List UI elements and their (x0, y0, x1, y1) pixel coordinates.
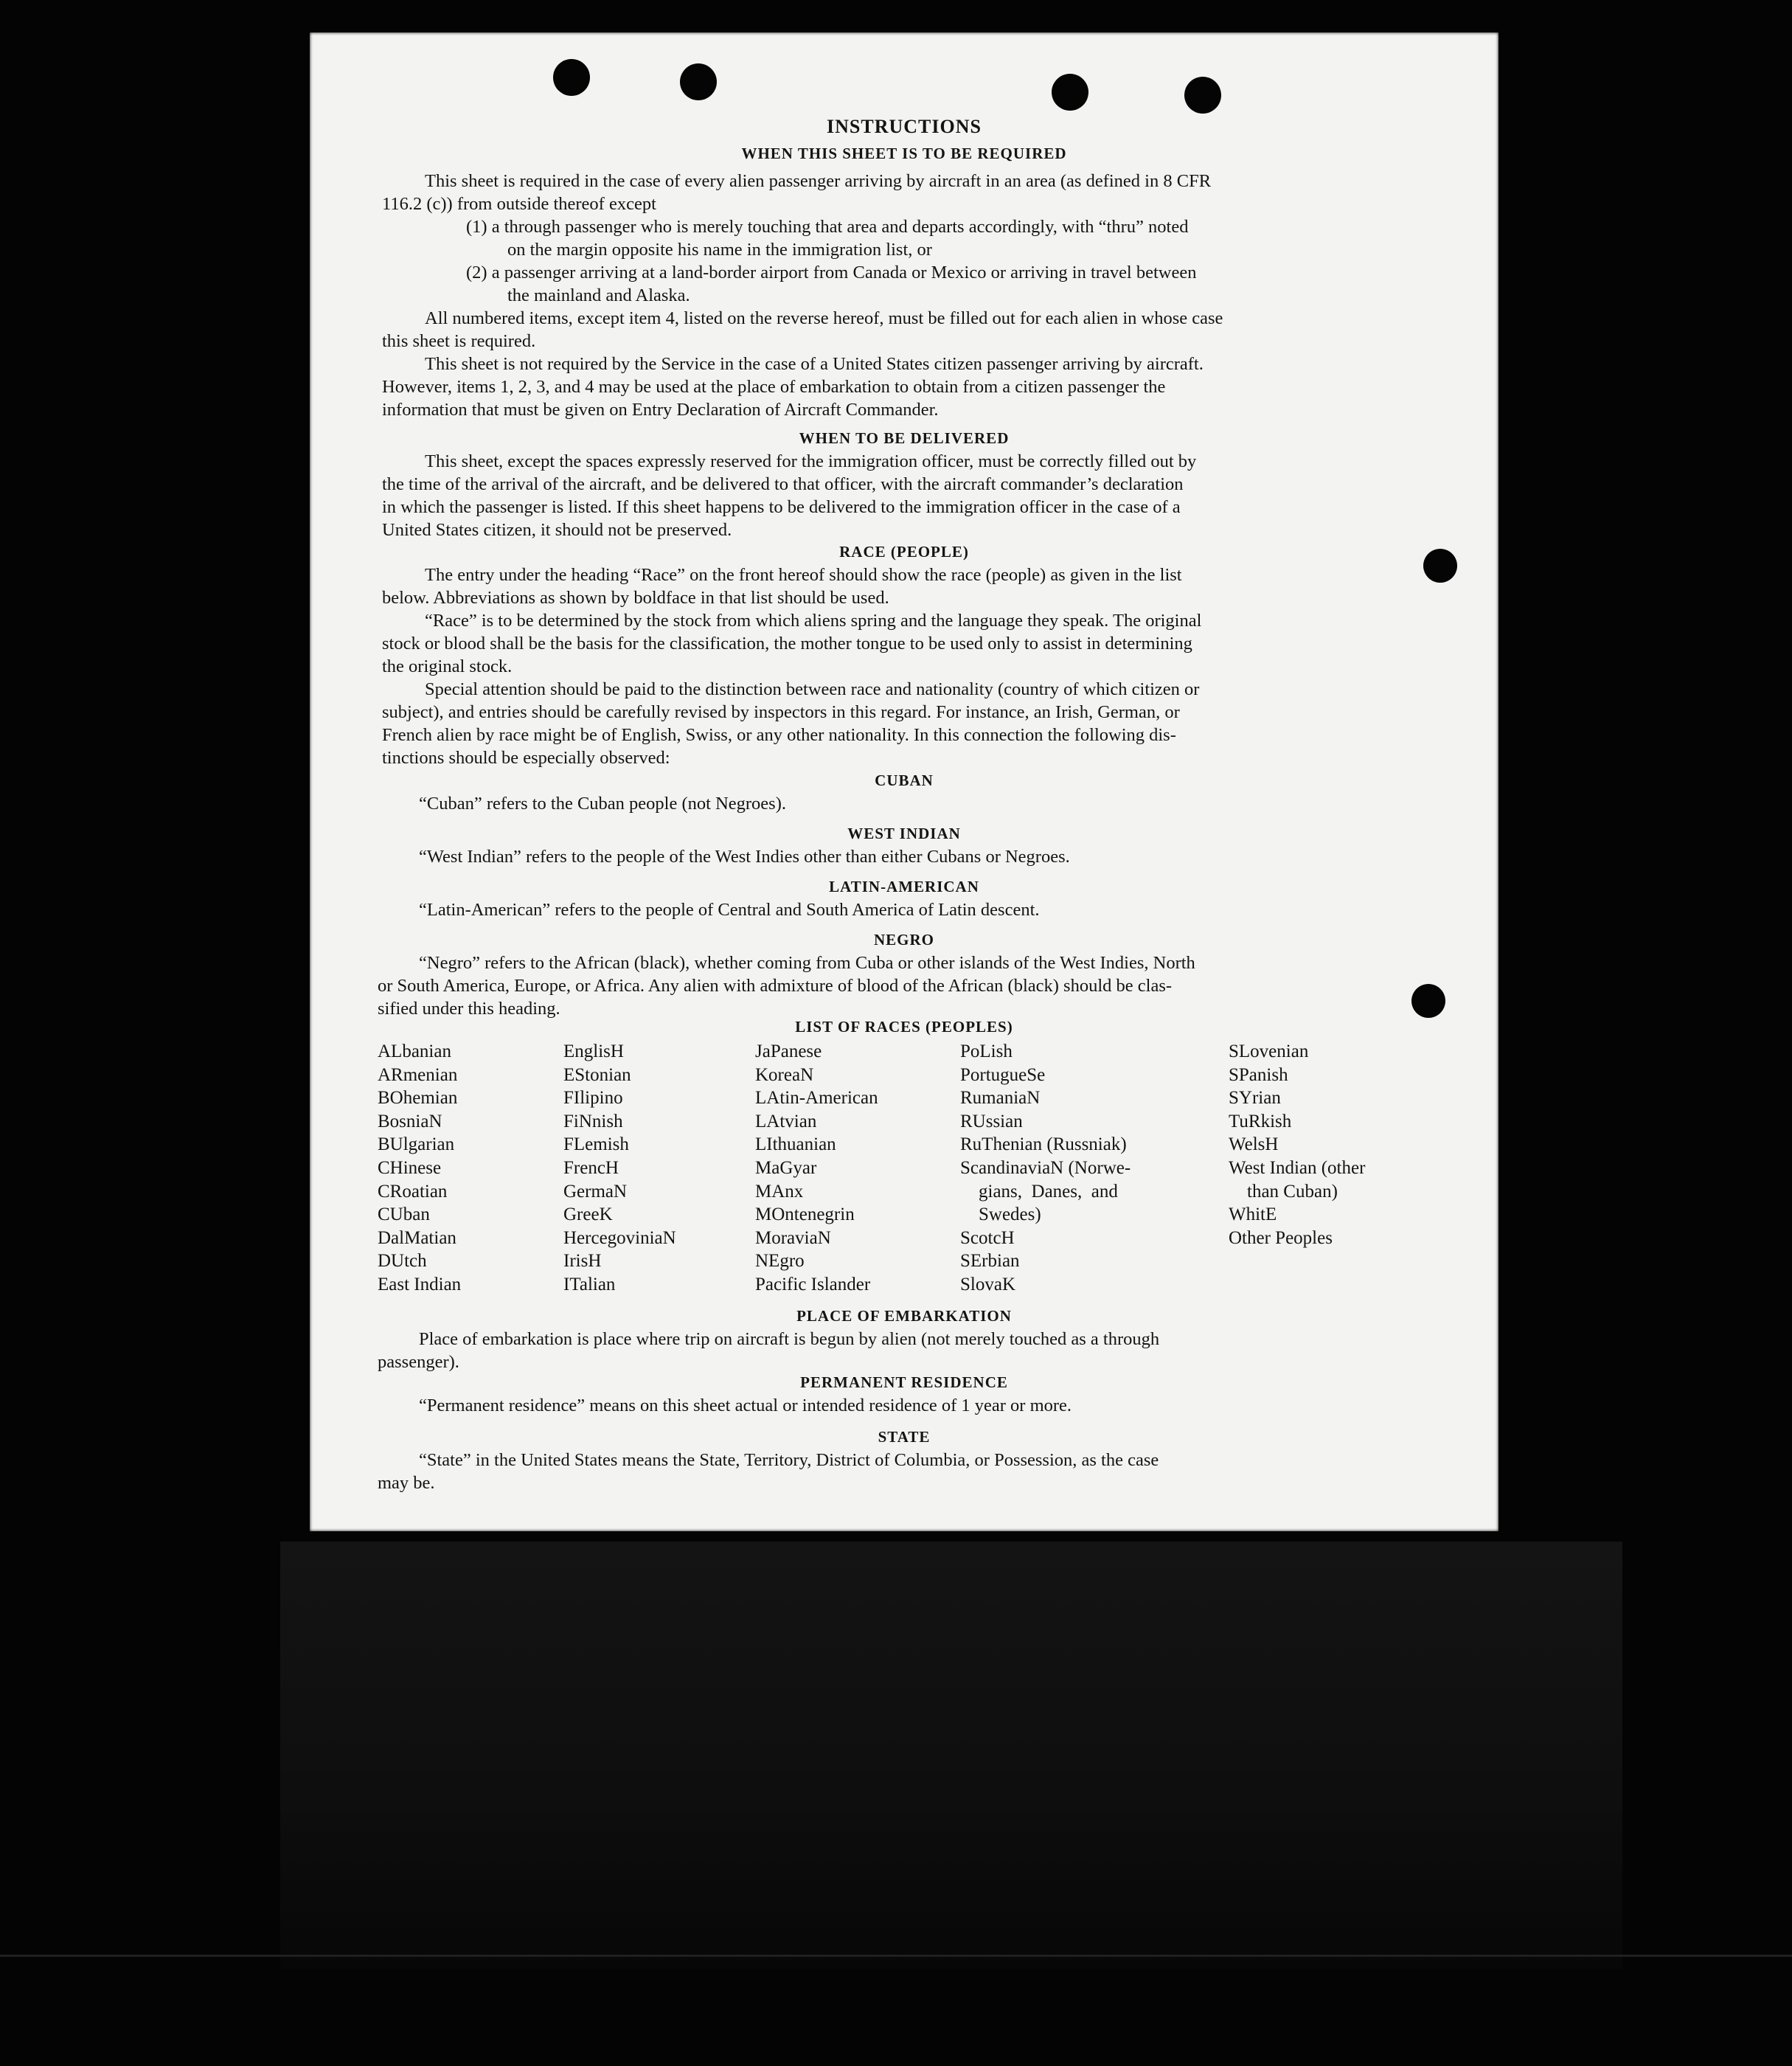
text-line: (1) a through passenger who is merely touching that area and departs accordingly, with “thru” noted (466, 217, 1189, 237)
section-heading-state: STATE (878, 1428, 931, 1446)
section-heading-race: RACE (PEOPLE) (839, 543, 969, 561)
punch-hole (1184, 77, 1221, 114)
race-item: JaPanese (755, 1041, 822, 1061)
race-item: FIlipino (563, 1088, 623, 1109)
text-line: this sheet is required. (382, 331, 536, 351)
section-heading-latin-american: LATIN-AMERICAN (829, 878, 979, 895)
race-item: DUtch (378, 1251, 427, 1272)
race-item: RumaniaN (960, 1088, 1041, 1109)
race-item: FrencH (563, 1157, 619, 1178)
race-item: RuThenian (Russniak) (960, 1134, 1127, 1155)
race-item: MOntenegrin (755, 1204, 855, 1225)
race-item: WelsH (1229, 1134, 1279, 1155)
race-item: CUban (378, 1204, 430, 1225)
film-edge-line (0, 1955, 1792, 1957)
text-line: below. Abbreviations as shown by boldface in that list should be used. (382, 588, 889, 608)
races-column-5 (1229, 1040, 1365, 1249)
text-line: “Negro” refers to the African (black), whether coming from Cuba or other islands of the West Indies, North (419, 953, 1195, 973)
text-line: the mainland and Alaska. (507, 285, 690, 305)
race-item: EStonian (563, 1064, 631, 1085)
race-item: PortugueSe (960, 1064, 1046, 1085)
race-item: ALbanian (378, 1041, 451, 1061)
section-heading-embarkation: PLACE OF EMBARKATION (796, 1307, 1012, 1325)
race-item: SLovenian (1229, 1041, 1309, 1061)
race-item: SYrian (1229, 1088, 1281, 1109)
text-line: Place of embarkation is place where trip on aircraft is begun by alien (not merely touched as a through (419, 1329, 1160, 1349)
text-line: This sheet is required in the case of every alien passenger arriving by aircraft in an area (as defined in 8 CFR (425, 171, 1212, 191)
race-item: West Indian (other (1229, 1157, 1366, 1178)
text-line: information that must be given on Entry Declaration of Aircraft Commander. (382, 400, 939, 420)
race-item: TuRkish (1229, 1111, 1292, 1131)
race-item: BUlgarian (378, 1134, 455, 1155)
text-line: stock or blood shall be the basis for the classification, the mother tongue to be used only to assist in determining (382, 634, 1192, 654)
punch-hole (1052, 74, 1088, 111)
text-line: on the margin opposite his name in the immigration list, or (507, 240, 932, 260)
race-item: ITalian (563, 1274, 616, 1294)
race-item: BosniaN (378, 1111, 442, 1131)
race-item: MoraviaN (755, 1227, 831, 1248)
race-item: FiNnish (563, 1111, 623, 1131)
text-line: “State” in the United States means the State, Territory, District of Columbia, or Possession, as the case (419, 1450, 1159, 1470)
text-line: “West Indian” refers to the people of the West Indies other than either Cubans or Negroes. (419, 847, 1070, 867)
text-line: “Race” is to be determined by the stock from which aliens spring and the language they speak. The original (425, 611, 1202, 631)
race-item: WhitE (1229, 1204, 1277, 1225)
races-column-4 (960, 1040, 1131, 1297)
section-heading-west-indian: WEST INDIAN (847, 825, 961, 842)
race-item: GermaN (563, 1181, 628, 1202)
race-item: SlovaK (960, 1274, 1015, 1294)
text-line: subject), and entries should be carefully revised by inspectors in this regard. For instance, an Irish, German, or (382, 702, 1180, 722)
race-item: ARmenian (378, 1064, 458, 1085)
text-line: “Permanent residence” means on this sheet actual or intended residence of 1 year or more. (419, 1396, 1072, 1415)
text-line: in which the passenger is listed. If this sheet happens to be delivered to the immigration officer in the case of a (382, 497, 1181, 517)
race-item: DalMatian (378, 1227, 456, 1248)
race-item: SErbian (960, 1251, 1020, 1272)
race-item: BOhemian (378, 1088, 458, 1109)
section-heading-negro: NEGRO (873, 931, 934, 949)
text-line: may be. (378, 1473, 435, 1493)
text-line: United States citizen, it should not be preserved. (382, 520, 732, 540)
text-line: or South America, Europe, or Africa. Any alien with admixture of blood of the African (black) should be clas- (378, 976, 1173, 996)
race-item: SPanish (1229, 1064, 1288, 1085)
page-title: INSTRUCTIONS (827, 116, 982, 137)
race-item: gians, Danes, and (960, 1181, 1118, 1202)
text-line: (2) a passenger arriving at a land-border airport from Canada or Mexico or arriving in travel between (466, 263, 1197, 282)
text-line: This sheet, except the spaces expressly reserved for the immigration officer, must be correctly filled out by (425, 451, 1197, 471)
race-item: PoLish (960, 1041, 1013, 1061)
section-heading-permanent-residence: PERMANENT RESIDENCE (800, 1373, 1008, 1391)
text-line: the time of the arrival of the aircraft, and be delivered to that officer, with the aircraft commander’s declaration (382, 474, 1184, 494)
race-item: ScandinaviaN (Norwe- (960, 1157, 1131, 1178)
text-line: Special attention should be paid to the distinction between race and nationality (country of which citizen or (425, 679, 1200, 699)
race-item: MAnx (755, 1181, 804, 1202)
race-item: Pacific Islander (755, 1274, 871, 1294)
race-item: KoreaN (755, 1064, 814, 1085)
race-item: East Indian (378, 1274, 462, 1294)
race-item: Other Peoples (1229, 1227, 1333, 1248)
section-heading-required: WHEN THIS SHEET IS TO BE REQUIRED (741, 145, 1067, 162)
race-item: than Cuban) (1229, 1181, 1338, 1202)
race-item: LAtin-American (755, 1088, 878, 1109)
punch-hole (553, 59, 590, 96)
section-heading-delivered: WHEN TO BE DELIVERED (799, 429, 1010, 447)
races-column-1 (378, 1040, 461, 1297)
film-bleed-through (280, 1542, 1622, 1969)
instruction-sheet (310, 32, 1498, 1531)
race-item: CRoatian (378, 1181, 448, 1202)
race-item: HercegoviniaN (563, 1227, 676, 1248)
race-item: RUssian (960, 1111, 1023, 1131)
race-item: ScotcH (960, 1227, 1015, 1248)
races-column-3 (755, 1040, 878, 1297)
text-line: sified under this heading. (378, 999, 560, 1019)
race-item: MaGyar (755, 1157, 817, 1178)
section-heading-list-of-races: LIST OF RACES (PEOPLES) (795, 1018, 1013, 1036)
text-line: All numbered items, except item 4, listed on the reverse hereof, must be filled out for each alien in whose case (425, 308, 1223, 328)
race-item: Swedes) (960, 1204, 1041, 1225)
text-line: the original stock. (382, 656, 513, 676)
race-item: LAtvian (755, 1111, 817, 1131)
text-line: “Cuban” refers to the Cuban people (not Negroes). (419, 794, 786, 814)
text-line: The entry under the heading “Race” on the front hereof should show the race (people) as given in the list (425, 565, 1182, 585)
section-heading-cuban: CUBAN (875, 772, 934, 789)
text-line: passenger). (378, 1352, 459, 1372)
text-line: French alien by race might be of English, Swiss, or any other nationality. In this connection the following dis- (382, 725, 1176, 745)
race-item: EnglisH (563, 1041, 624, 1061)
text-line: This sheet is not required by the Service in the case of a United States citizen passenger arriving by aircraft. (425, 354, 1204, 374)
text-line: However, items 1, 2, 3, and 4 may be used at the place of embarkation to obtain from a citizen passenger the (382, 377, 1166, 397)
races-column-2 (563, 1040, 676, 1297)
text-line: 116.2 (c)) from outside thereof except (382, 194, 656, 214)
race-item: NEgro (755, 1251, 805, 1272)
race-item: IrisH (563, 1251, 602, 1272)
race-item: LIthuanian (755, 1134, 836, 1155)
race-item: GreeK (563, 1204, 613, 1225)
text-line: tinctions should be especially observed: (382, 748, 670, 768)
race-item: FLemish (563, 1134, 629, 1155)
text-line: “Latin-American” refers to the people of Central and South America of Latin descent. (419, 900, 1040, 920)
race-item: CHinese (378, 1157, 442, 1178)
punch-hole (680, 63, 717, 100)
